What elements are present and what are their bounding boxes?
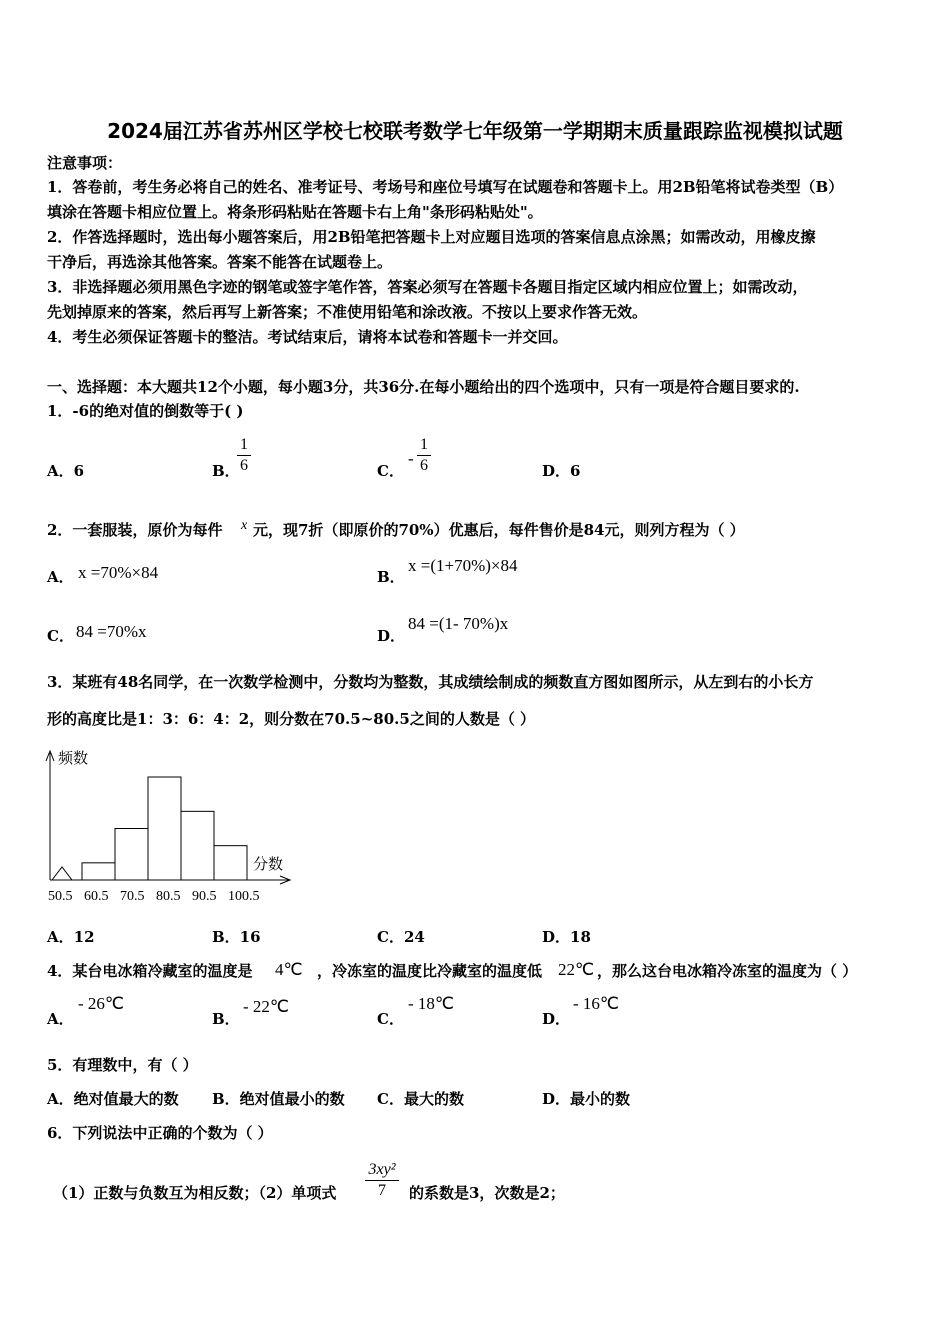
q5-option-c: C．最大的数 [377,1090,464,1108]
q2-stem-var: x [241,518,248,533]
q2-option-a-label: A． [47,568,74,586]
x-tick-label: 90.5 [192,889,217,904]
q1-option-c-fraction [417,436,431,475]
q3-option-b: B．16 [212,928,261,946]
q1-option-d: D．6 [542,462,581,480]
axis-break [52,867,72,880]
notice-line-1b: 填涂在答题卡相应位置上。将条形码粘贴在答题卡右上角"条形码粘贴处"。 [47,203,543,221]
histogram-bar-1 [82,863,115,880]
q1-c-denominator: 6 [417,455,431,475]
notice-line-1a: 1．答卷前，考生务必将自己的姓名、准考证号、考场号和座位号填写在试题卷和答题卡上。用2B铅笔将试卷类型（B） [47,178,844,196]
q2-option-a-expr: x =70%×84 [78,563,159,582]
q4-option-d-value: - 16℃ [573,994,620,1013]
q5-option-b: B．绝对值最小的数 [212,1090,345,1108]
q4-option-a-label: A． [47,1010,74,1028]
q1-option-b-label: B． [212,462,240,480]
q6-fraction-denominator: 7 [365,1180,399,1200]
q2-option-b-expr: x =(1+70%)×84 [408,556,518,575]
q4-stem-b: ，冷冻室的温度比冷藏室的温度低 [317,962,543,980]
q1-option-a: A．6 [47,462,85,480]
q3-stem-a: 3．某班有48名同学，在一次数学检测中，分数均为整数，其成绩绘制成的频数直方图如图所示，从左到右的小长方 [47,673,814,691]
q4-option-b-label: B． [212,1010,240,1028]
q3-option-d: D．18 [542,928,591,946]
q2-option-b-label: B． [377,568,405,586]
q2-option-c-label: C． [47,627,74,645]
q4-temp-1: 4℃ [275,960,303,979]
x-axis-label: 分数 [253,857,284,873]
notice-line-3a: 3．非选择题必须用黑色字迹的钢笔或签字笔作答，答案必须写在答题卡各题目指定区域内相应位置上；如需改动， [47,278,808,296]
q1-c-sign: - [408,449,414,468]
q6-monomial-fraction [365,1161,399,1200]
q2-option-c-expr: 84 =70%x [76,622,147,641]
q2-option-d-expr: 84 =(1- 70%)x [408,614,509,633]
q6-statement-1: （1）正数与负数互为相反数；（2）单项式 [53,1184,337,1202]
q6-stem: 6．下列说法中正确的个数为（ ） [47,1124,273,1142]
notice-line-3b: 先划掉原来的答案，然后再写上新答案；不准使用铅笔和涂改液。不按以上要求作答无效。 [47,303,648,321]
q2-option-d-label: D． [377,627,406,645]
q4-option-c-value: - 18℃ [408,994,455,1013]
q5-stem: 5．有理数中，有（ ） [47,1056,198,1074]
histogram-bar-2 [115,829,148,881]
q4-option-d-label: D． [542,1010,571,1028]
x-tick-label: 50.5 [48,889,73,904]
q4-stem-a: 4．某台电冰箱冷藏室的温度是 [47,962,253,980]
q2-stem-post: 元，现7折（即原价的70%）优惠后，每件售价是84元，则列方程为（ ） [253,521,745,539]
q6-statement-2: 的系数是3，次数是2； [409,1184,565,1202]
x-tick-label: 80.5 [156,889,181,904]
q4-stem-c: ，那么这台电冰箱冷冻室的温度为（ ） [597,962,858,980]
notice-heading: 注意事项： [47,154,123,172]
notice-line-2b: 干净后，再选涂其他答案。答案不能答在试题卷上。 [47,253,393,271]
q3-stem-b: 形的高度比是1：3：6：4：2，则分数在70.5~80.5之间的人数是（ ） [47,710,536,728]
q4-option-c-label: C． [377,1010,404,1028]
q3-option-a: A．12 [47,928,95,946]
x-tick-label: 100.5 [228,889,260,904]
q5-option-d: D．最小的数 [542,1090,631,1108]
q1-option-b-fraction [237,436,251,475]
q4-option-b-value: - 22℃ [243,997,290,1016]
notice-line-2a: 2．作答选择题时，选出每小题答案后，用2B铅笔把答题卡上对应题目选项的答案信息点涂黑；如需改动，用橡皮擦 [47,228,816,246]
notice-line-4: 4．考生必须保证答题卡的整洁。考试结束后，请将本试卷和答题卡一并交回。 [47,328,568,346]
q1-c-numerator: 1 [420,436,428,453]
q1-stem: 1．-6的绝对值的倒数等于( ) [47,402,244,420]
histogram-bar-3 [148,777,181,880]
q3-option-c: C．24 [377,928,425,946]
histogram-bar-5 [214,846,247,880]
q2-stem-pre: 2．一套服装，原价为每件 [47,521,223,539]
q1-option-c-label: C． [377,462,404,480]
histogram-bar-4 [181,811,214,880]
x-tick-label: 70.5 [120,889,145,904]
q1-b-denominator: 6 [237,455,251,475]
q6-fraction-numerator: 3xy² [368,1161,396,1178]
histogram-chart [40,745,300,905]
x-tick-label: 60.5 [84,889,109,904]
q4-option-a-value: - 26℃ [78,994,125,1013]
section-heading: 一、选择题：本大题共12个小题，每小题3分，共36分.在每小题给出的四个选项中，只有一项是符合题目要求的. [47,378,800,396]
y-axis-label: 频数 [58,751,89,767]
exam-title: 2024届江苏省苏州区学校七校联考数学七年级第一学期期末质量跟踪监视模拟试题 [107,119,843,143]
q1-b-numerator: 1 [240,436,248,453]
q5-option-a: A．绝对值最大的数 [47,1090,179,1108]
q4-temp-2: 22℃ [558,960,595,979]
